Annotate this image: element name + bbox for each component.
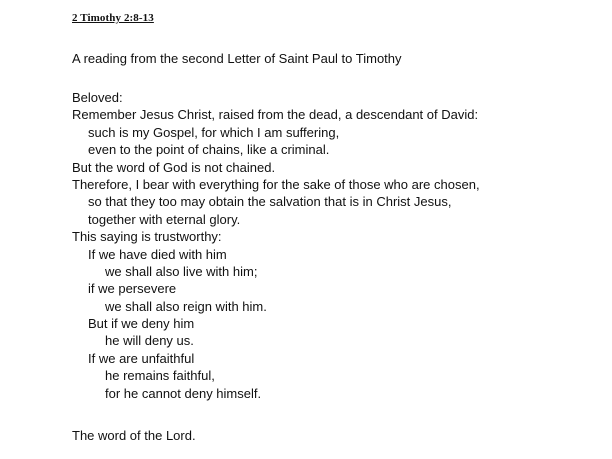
- reading-line: we shall also reign with him.: [105, 298, 267, 314]
- reading-line: But if we deny him: [88, 316, 195, 332]
- reading-intro: A reading from the second Letter of Saint Paul to Timothy: [72, 51, 402, 66]
- reading-line: we shall also live with him;: [105, 263, 258, 279]
- reading-line: for he cannot deny himself.: [105, 385, 262, 401]
- scripture-citation: 2 Timothy 2:8-13: [72, 12, 154, 24]
- reading-body: [72, 89, 480, 402]
- reading-line: This saying is trustworthy:: [72, 229, 222, 245]
- reading-line: if we persevere: [88, 281, 177, 297]
- reading-line: Remember Jesus Christ, raised from the dead, a descendant of David:: [72, 107, 479, 123]
- reading-line: so that they too may obtain the salvation that is in Christ Jesus,: [88, 194, 452, 210]
- reading-line: If we are unfaithful: [88, 350, 195, 366]
- reading-line: even to the point of chains, like a criminal.: [88, 142, 330, 158]
- reading-line: If we have died with him: [88, 246, 227, 262]
- reading-closing: The word of the Lord.: [72, 428, 196, 443]
- reading-line: Beloved:: [72, 90, 123, 105]
- reading-line: he will deny us.: [105, 333, 194, 349]
- reading-line: together with eternal glory.: [88, 211, 241, 227]
- reading-line: he remains faithful,: [105, 368, 215, 384]
- reading-line: such is my Gospel, for which I am suffering,: [88, 124, 340, 140]
- reading-line: But the word of God is not chained.: [72, 159, 276, 175]
- reading-line: Therefore, I bear with everything for the sake of those who are chosen,: [72, 176, 480, 192]
